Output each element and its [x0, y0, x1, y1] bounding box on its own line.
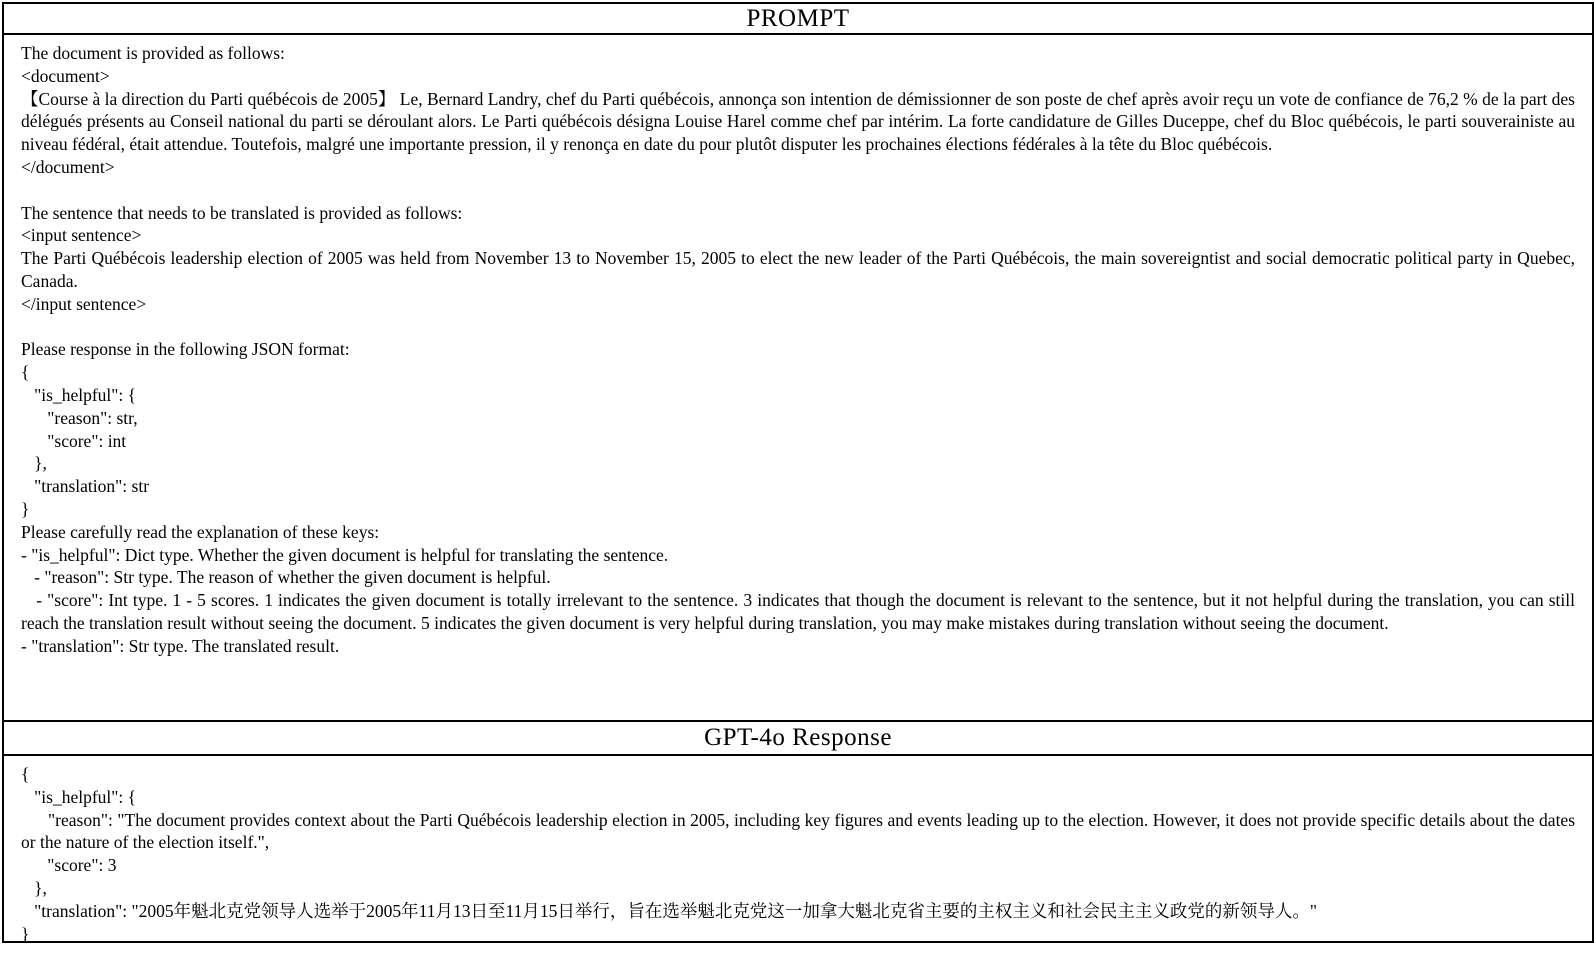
prompt-response-figure: [2, 2, 1594, 943]
response-line: }: [21, 923, 30, 941]
prompt-line: [21, 179, 1575, 202]
prompt-content: [4, 35, 1592, 722]
prompt-line: }: [21, 498, 30, 519]
prompt-line: </input sentence>: [21, 293, 147, 314]
prompt-section-title: PROMPT: [4, 4, 1592, 35]
response-line: },: [21, 877, 47, 898]
prompt-line: The sentence that needs to be translated is provided as follows:: [21, 202, 463, 223]
prompt-line: </document>: [21, 156, 115, 177]
response-section-title: GPT-4o Response: [4, 722, 1592, 756]
response-line: "translation": "2005年魁北克党领导人选举于2005年11月13日至11月15日举行，旨在选举魁北克党这一加拿大魁北克省主要的主权主义和社会民主主义政党的新领导人。": [21, 900, 1318, 921]
response-line: "is_helpful": {: [21, 786, 137, 807]
prompt-line: The document is provided as follows:: [21, 43, 285, 63]
prompt-line: 【Course à la direction du Parti québécois de 2005】 Le, Bernard Landry, chef du Parti québécois, annonça son intention de démissionner de son poste de chef après avoir reçu un vote de confiance de 76,2 % de la part des délégués présents au Conseil national du parti se déroulant alors. Le Parti québécois désigna Louise Harel comme chef par intérim. La forte candidature de Gilles Duceppe, chef du Bloc québécois, le parti souverainiste au niveau fédéral, était attendue. Toutefois, malgré une importante pression, il y renonça en date du pour plutôt disputer les prochaines élections fédérales à la tête du Bloc québécois.: [21, 88, 1580, 155]
prompt-line: - "translation": Str type. The translated result.: [21, 635, 340, 656]
prompt-line: },: [21, 453, 47, 474]
prompt-line: The Parti Québécois leadership election of 2005 was held from November 13 to November 15, 2005 to elect the new leader of the Parti Québécois, the main sovereigntist and social democratic political party in Quebec, Canada.: [21, 248, 1580, 291]
prompt-line: - "is_helpful": Dict type. Whether the given document is helpful for translating the sentence.: [21, 544, 669, 565]
response-content: [4, 756, 1592, 941]
prompt-line: {: [21, 362, 30, 383]
prompt-line: "translation": str: [21, 476, 150, 497]
prompt-line: - "reason": Str type. The reason of whether the given document is helpful.: [21, 567, 551, 588]
prompt-line: "is_helpful": {: [21, 384, 137, 405]
response-line: {: [21, 764, 30, 784]
response-line: "score": 3: [21, 855, 117, 876]
prompt-line: - "score": Int type. 1 - 5 scores. 1 indicates the given document is totally irrelevant to the sentence. 3 indicates that though the document is relevant to the sentence, but it not helpful during the translation, you can still reach the translation result without seeing the document. 5 indicates the given document is very helpful during translation, you may make mistakes during translation without seeing the document.: [21, 590, 1580, 633]
response-line: "reason": "The document provides context about the Parti Québécois leadership election in 2005, including key figures and events leading up to the election. However, it does not provide specific details about the dates or the nature of the election itself.",: [21, 809, 1580, 853]
prompt-line: "reason": str,: [21, 407, 138, 428]
prompt-line: <input sentence>: [21, 225, 142, 246]
prompt-line: <document>: [21, 65, 110, 86]
prompt-line: "score": int: [21, 430, 127, 451]
prompt-line: [21, 316, 1575, 339]
prompt-line: Please carefully read the explanation of these keys:: [21, 521, 380, 542]
prompt-line: Please response in the following JSON format:: [21, 339, 350, 360]
